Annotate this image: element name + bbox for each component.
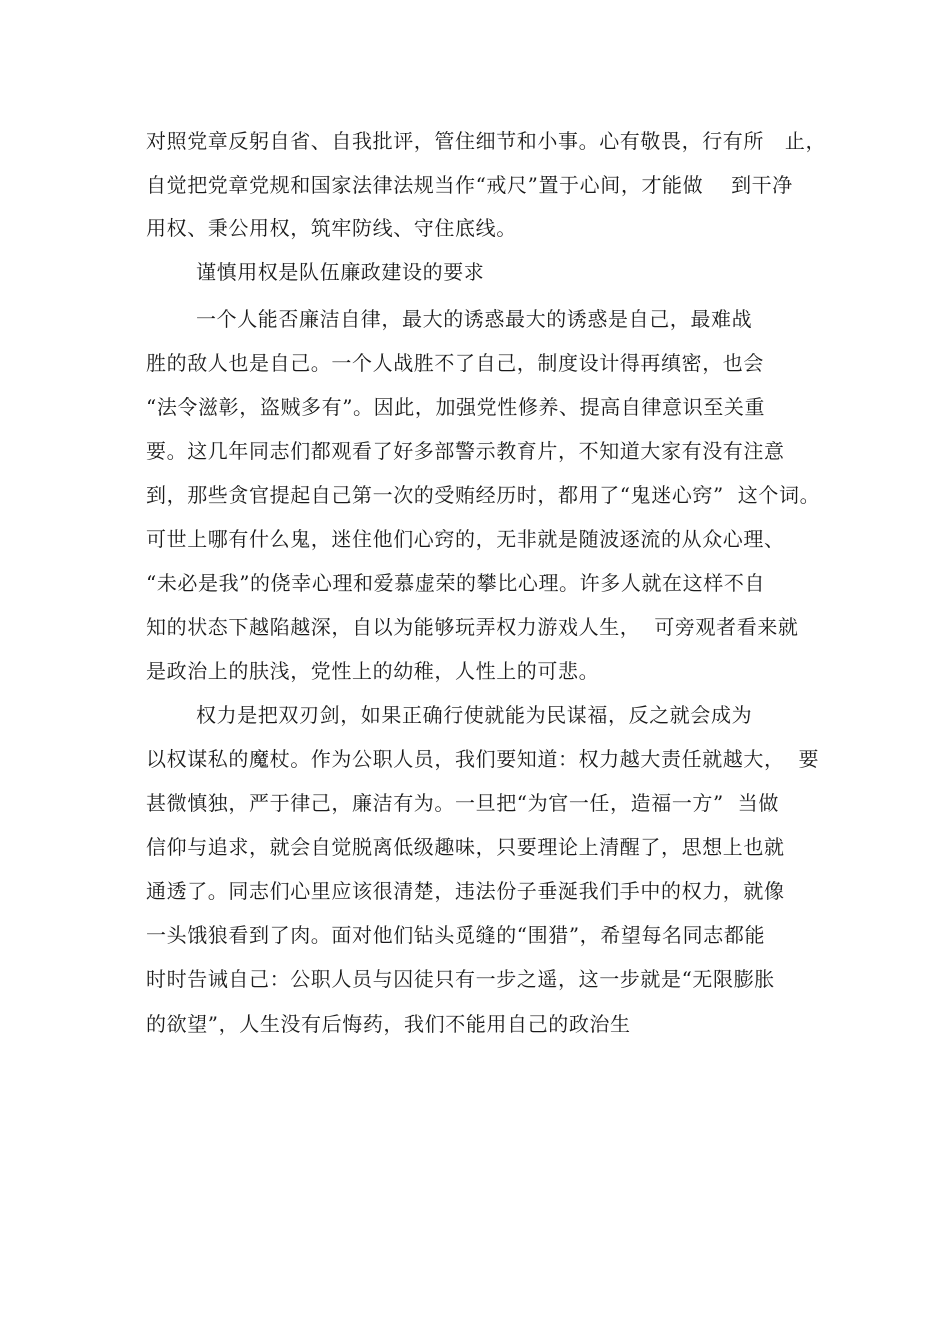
text-line-17: 信仰与追求，就会自觉脱离低级趣味，只要理论上清醒了，思想上也就 [146, 835, 785, 859]
text-line-14: 权力是把双刃剑，如果正确行使就能为民谋福，反之就会成为 [196, 703, 753, 727]
text-line-6: 胜的敌人也是自己。一个人战胜不了自己，制度设计得再缜密，也会 [146, 351, 764, 375]
text-line-16: 甚微慎独，严于律己，廉洁有为。一旦把“为官一任，造福一方” 当做 [146, 791, 779, 815]
text-line-15: 以权谋私的魔杖。作为公职人员，我们要知道：权力越大责任就越大， 要 [146, 747, 820, 771]
text-line-19: 一头饿狼看到了肉。面对他们钻头觅缝的“围猎”，希望每名同志都能 [146, 923, 766, 947]
text-line-1: 对照党章反躬自省、自我批评，管住细节和小事。心有敬畏，行有所 止， [146, 129, 827, 153]
text-line-7: “法令滋彰，盗贼多有”。因此，加强党性修养、提高自律意识至关重 [146, 395, 766, 419]
text-line-18: 通透了。同志们心里应该很清楚，违法份子垂涎我们手中的权力，就像 [146, 879, 785, 903]
text-line-11: “未必是我”的侥幸心理和爱慕虚荣的攀比心理。许多人就在这样不自 [146, 571, 766, 595]
text-line-12: 知的状态下越陷越深，自以为能够玩弄权力游戏人生， 可旁观者看来就 [146, 615, 799, 639]
text-line-9: 到，那些贪官提起自己第一次的受贿经历时，都用了“鬼迷心窍” 这个词。 [146, 483, 821, 507]
text-line-21: 的欲望”，人生没有后悔药，我们不能用自己的政治生 [146, 1012, 631, 1036]
text-line-8: 要。这几年同志们都观看了好多部警示教育片，不知道大家有没有注意 [146, 439, 785, 463]
text-line-5: 一个人能否廉洁自律，最大的诱惑最大的诱惑是自己，最难战 [196, 307, 753, 331]
text-line-10: 可世上哪有什么鬼，迷住他们心窍的，无非就是随波逐流的从众心理、 [146, 527, 785, 551]
text-line-13: 是政治上的肤浅，党性上的幼稚，人性上的可悲。 [146, 659, 600, 683]
text-line-2: 自觉把党章党规和国家法律法规当作“戒尺”置于心间，才能做 到干净 [146, 173, 793, 197]
section-heading: 谨慎用权是队伍廉政建设的要求 [196, 260, 485, 284]
text-line-20: 时时告诫自己：公职人员与囚徒只有一步之遥，这一步就是“无限膨胀 [146, 967, 775, 991]
text-line-3: 用权、秉公用权，筑牢防线、守住底线。 [146, 216, 517, 240]
